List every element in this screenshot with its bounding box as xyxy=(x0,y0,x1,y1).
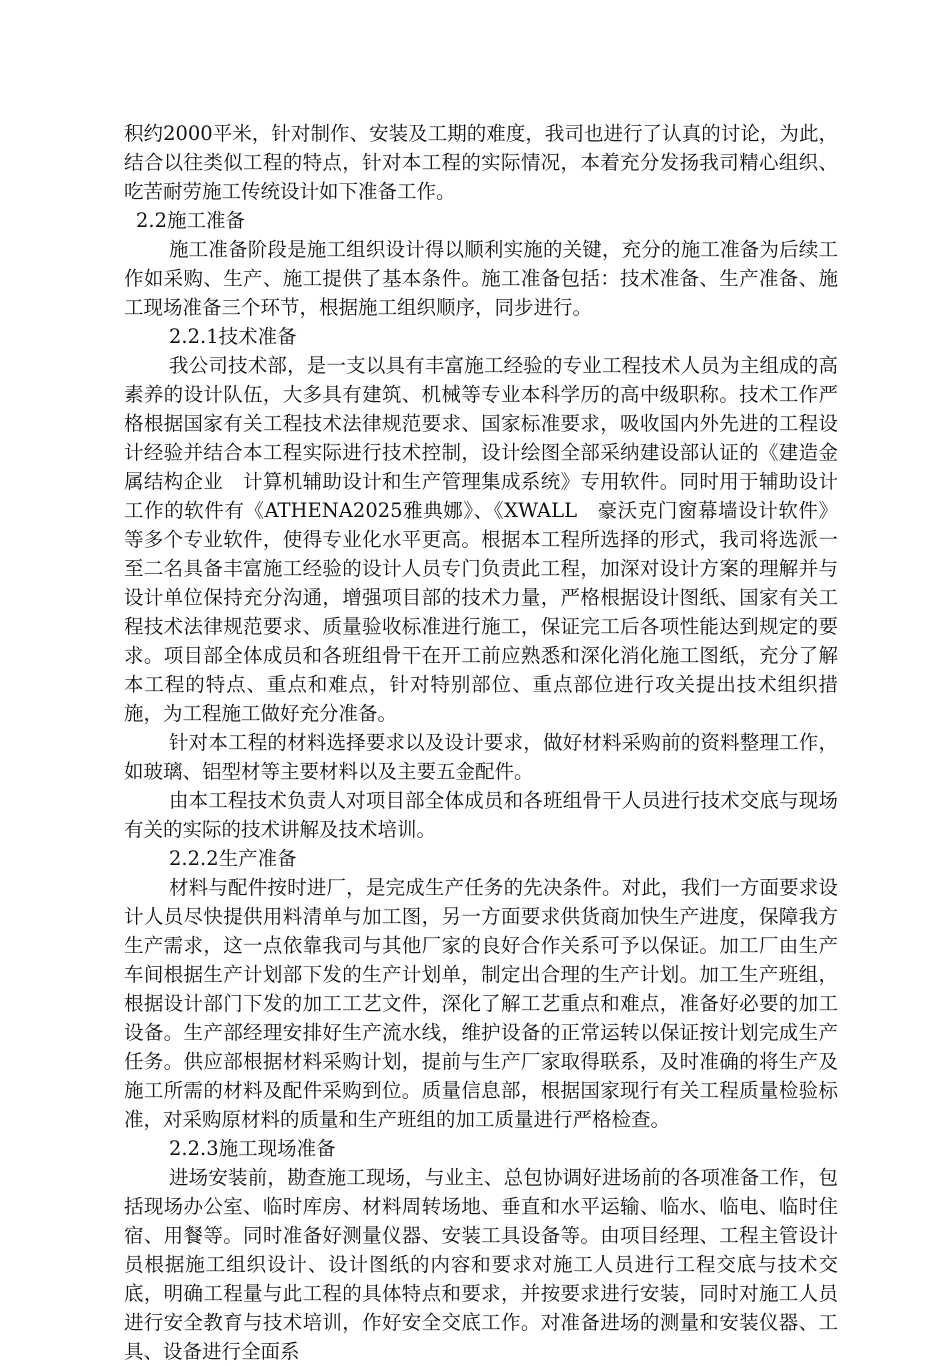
paragraph-material-selection: 针对本工程的材料选择要求以及设计要求，做好材料采购前的资料整理工作，如玻璃、铝型材等主要材料以及主要五金配件。 xyxy=(124,731,838,783)
subsection-heading-2-2-2: 2.2.2生产准备 xyxy=(169,847,297,870)
subsection-heading-2-2-3: 2.2.3施工现场准备 xyxy=(169,1137,336,1160)
paragraph-construction-prep: 施工准备阶段是施工组织设计得以顺利实施的关键，充分的施工准备为后续工作如采购、生产、施工提供了基本条件。施工准备包括：技术准备、生产准备、施工现场准备三个环节，根据施工组织顺序，同步进行。 xyxy=(124,238,838,319)
section-heading-2-2: 2.2施工准备 xyxy=(136,209,246,232)
paragraph-site-prep: 进场安装前，勘查施工现场，与业主、总包协调好进场前的各项准备工作，包括现场办公室、临时库房、材料周转场地、垂直和水平运输、临水、临电、临时住宿、用餐等。同时准备好测量仪器、安装工具设备等。由项目经理、工程主管设计员根据施工组织设计、设计图纸的内容和要求对施工人员进行工程交底与技术交底，明确工程量与此工程的具体特点和要求，并按要求进行安装，同时对施工人员进行安全教育与技术培训，作好安全交底工作。对准备进场的测量和安装仪器、工具、设备进行全面系 xyxy=(124,1166,838,1363)
paragraph-technical-dept: 我公司技术部，是一支以具有丰富施工经验的专业工程技术人员为主组成的高素养的设计队伍，大多具有建筑、机械等专业本科学历的高中级职称。技术工作严格根据国家有关工程技术法律规范要求、国家标准要求，吸收国内外先进的工程设计经验并结合本工程实际进行技术控制，设计绘图全部采纳建设部认证的《建造金属结构企业 计算机辅助设计和生产管理集成系统》专用软件。同时用于辅助设计工作的软件有《ATHENA2025雅典娜》、《XWALL 豪沃克门窗幕墙设计软件》等多个专业软件，使得专业化水平更高。根据本工程所选择的形式，我司将选派一至二名具备丰富施工经验的设计人员专门负责此工程，加深对设计方案的理解并与设计单位保持充分沟通，增强项目部的技术力量，严格根据设计图纸、国家有关工程技术法律规范要求、质量验收标准进行施工，保证完工后各项性能达到规定的要求。项目部全体成员和各班组骨干在开工前应熟悉和深化消化施工图纸，充分了解本工程的特点、重点和难点，针对特别部位、重点部位进行攻关提出技术组织措施，为工程施工做好充分准备。 xyxy=(124,354,838,725)
paragraph-technical-briefing: 由本工程技术负责人对项目部全体成员和各班组骨干人员进行技术交底与现场有关的实际的技术讲解及技术培训。 xyxy=(124,789,838,841)
paragraph-production-prep: 材料与配件按时进厂，是完成生产任务的先决条件。对此，我们一方面要求设计人员尽快提供用料清单与加工图，另一方面要求供货商加快生产进度，保障我方生产需求，这一点依靠我司与其他厂家的良好合作关系可予以保证。加工厂由生产车间根据生产计划部下发的生产计划单，制定出合理的生产计划。加工生产班组，根据设计部门下发的加工工艺文件，深化了解工艺重点和难点，准备好必要的加工设备。生产部经理安排好生产流水线，维护设备的正常运转以保证按计划完成生产任务。供应部根据材料采购计划，提前与生产厂家取得联系，及时准确的将生产及施工所需的材料及配件采购到位。质量信息部，根据国家现行有关工程质量检验标准，对采购原材料的质量和生产班组的加工质量进行严格检查。 xyxy=(124,876,838,1131)
document-body xyxy=(124,119,838,1366)
paragraph-continued: 积约2000平米，针对制作、安装及工期的难度，我司也进行了认真的讨论，为此，结合以往类似工程的特点，针对本工程的实际情况，本着充分发扬我司精心组织、吃苦耐劳施工传统设计如下准备工作。 xyxy=(124,122,838,203)
subsection-heading-2-2-1: 2.2.1技术准备 xyxy=(169,325,297,348)
